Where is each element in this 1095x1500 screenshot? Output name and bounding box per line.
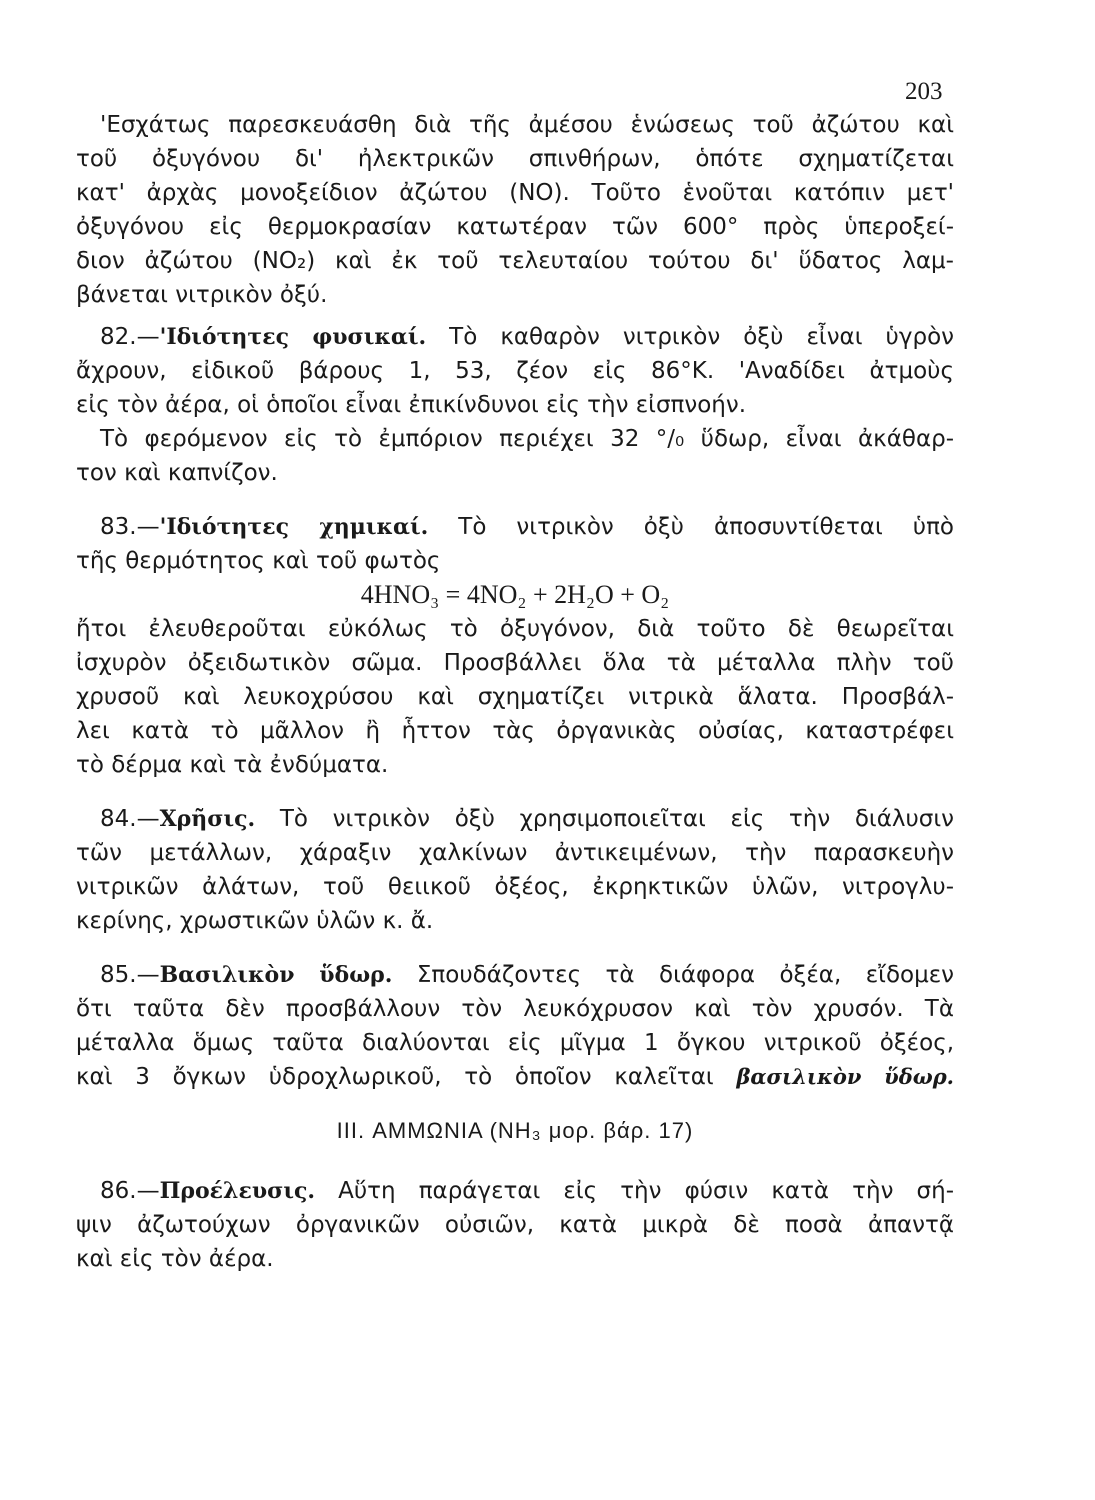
paragraphs xyxy=(76,108,954,1094)
text-line xyxy=(76,1208,954,1242)
text-line xyxy=(76,1174,954,1208)
chemical-equation xyxy=(76,578,954,612)
text-segment: 'Εσχάτως παρεσκευάσθη διὰ τῆς ἀμέσου ἑνώσεως τοῦ ἀζώτου καὶ xyxy=(100,112,954,138)
text-segment: λει κατὰ τὸ μᾶλλον ἢ ἧττον τὰς ὀργανικὰς οὐσίας, καταστρέφει xyxy=(76,718,954,744)
text-segment: Τὸ φερόμενον εἰς τὸ ἐμπόριον περιέχει 32 °/₀ ὕδωρ, εἶναι ἀκάθαρ- xyxy=(100,426,954,452)
text-segment: κατ' ἀρχὰς μονοξείδιον ἀζώτου (NO). Τοῦτο ἑνοῦται κατόπιν μετ' xyxy=(76,180,954,206)
text-segment: Αὕτη παράγεται εἰς τὴν φύσιν κατὰ τὴν σή- xyxy=(315,1178,954,1204)
text-segment: Σπουδάζοντες τὰ διάφορα ὀξέα, εἴδομεν xyxy=(392,962,955,988)
text-segment: τοῦ ὀξυγόνου δι' ἠλεκτρικῶν σπινθήρων, ὁπότε σχηματίζεται xyxy=(76,146,954,172)
text-segment: Τὸ νιτρικὸν ὀξὺ χρησιμοποιεῖται εἰς τὴν διάλυσιν xyxy=(255,806,954,832)
page-body xyxy=(76,108,954,1296)
text-line xyxy=(76,354,954,388)
text-line xyxy=(76,544,954,578)
text-segment: 4HNO₃ = 4NO₂ + 2H₂O + O₂ xyxy=(360,580,670,609)
paragraph xyxy=(76,108,954,312)
text-segment: τῶν μετάλλων, χάραξιν χαλκίνων ἀντικειμένων, τὴν παρασκευὴν xyxy=(76,840,954,866)
text-segment: βάνεται νιτρικὸν ὀξύ. xyxy=(76,282,328,308)
text-line xyxy=(76,904,954,938)
text-line xyxy=(76,176,954,210)
text-line xyxy=(76,388,954,422)
text-line xyxy=(76,108,954,142)
text-segment: ὀξυγόνου εἰς θερμοκρασίαν κατωτέραν τῶν 600° πρὸς ὑπεροξεί- xyxy=(76,214,954,240)
text-line xyxy=(76,870,954,904)
text-line xyxy=(76,1026,954,1060)
text-segment: 82.— xyxy=(100,324,160,350)
text-line xyxy=(76,748,954,782)
section-title: 'Ιδιότητες χημικαί. xyxy=(159,514,429,540)
text-line xyxy=(76,510,954,544)
section-title: Βασιλικὸν ὕδωρ. xyxy=(159,962,393,988)
text-segment: νιτρικῶν ἀλάτων, τοῦ θειικοῦ ὀξέος, ἐκρηκτικῶν ὑλῶν, νιτρογλυ- xyxy=(76,874,954,900)
text-segment: ἤτοι ἐλευθεροῦται εὐκόλως τὸ ὀξυγόνον, διὰ τοῦτο δὲ θεωρεῖται xyxy=(76,616,954,642)
text-line xyxy=(76,680,954,714)
text-line xyxy=(76,320,954,354)
text-segment: καὶ 3 ὄγκων ὑδροχλωρικοῦ, τὸ ὁποῖον καλεῖται xyxy=(76,1064,737,1090)
text-line xyxy=(76,714,954,748)
text-segment: 86.— xyxy=(100,1178,160,1204)
section-title: Προέλευσις. xyxy=(159,1178,316,1204)
section-heading: III. ΑΜΜΩΝΙΑ (ΝΗ₃ μορ. βάρ. 17) xyxy=(336,1118,694,1143)
text-line xyxy=(76,244,954,278)
text-segment: Τὸ καθαρὸν νιτρικὸν ὀξὺ εἶναι ὑγρὸν xyxy=(426,324,954,350)
paragraph xyxy=(76,510,954,782)
text-line xyxy=(76,1242,954,1276)
text-segment: κερίνης, χρωστικῶν ὑλῶν κ. ἄ. xyxy=(76,908,434,934)
paragraph xyxy=(76,320,954,490)
text-segment: 85.— xyxy=(100,962,160,988)
text-segment: εἰς τὸν ἀέρα, οἱ ὁποῖοι εἶναι ἐπικίνδυνοι εἰς τὴν εἰσπνοήν. xyxy=(76,392,747,418)
section-title: 'Ιδιότητες φυσικαί. xyxy=(159,324,427,350)
text-line xyxy=(76,278,954,312)
page-number: 203 xyxy=(905,78,943,105)
text-segment: τὸ δέρμα καὶ τὰ ἐνδύματα. xyxy=(76,752,389,778)
text-segment: ἰσχυρὸν ὀξειδωτικὸν σῶμα. Προσβάλλει ὅλα τὰ μέταλλα πλὴν τοῦ xyxy=(76,650,954,676)
text-segment: τον καὶ καπνίζον. xyxy=(76,460,278,486)
text-line xyxy=(76,422,954,456)
text-segment: ὅτι ταῦτα δὲν προσβάλλουν τὸν λευκόχρυσον καὶ τὸν χρυσόν. Τὰ xyxy=(76,996,954,1022)
paragraph xyxy=(76,958,954,1094)
text-segment: ἄχρουν, εἰδικοῦ βάρους 1, 53, ζέον εἰς 86°Κ. 'Αναδίδει ἀτμοὺς xyxy=(76,358,954,384)
paragraph xyxy=(76,802,954,938)
text-segment: τῆς θερμότητος καὶ τοῦ φωτὸς xyxy=(76,548,441,574)
final-paragraph xyxy=(76,1174,954,1276)
text-segment: 84.— xyxy=(100,806,160,832)
emphasized-term: βασιλικὸν ὕδωρ. xyxy=(736,1064,954,1089)
paragraph xyxy=(76,1174,954,1276)
text-line xyxy=(76,958,954,992)
text-line xyxy=(76,210,954,244)
text-segment: ψιν ἀζωτούχων ὀργανικῶν οὐσιῶν, κατὰ μικρὰ δὲ ποσὰ ἀπαντᾷ xyxy=(76,1212,954,1238)
text-segment: Τὸ νιτρικὸν ὀξὺ ἀποσυντίθεται ὑπὸ xyxy=(428,514,954,540)
text-segment: διον ἀζώτου (NO₂) καὶ ἐκ τοῦ τελευταίου τούτου δι' ὕδατος λαμ- xyxy=(76,248,954,274)
text-line xyxy=(76,1060,954,1094)
text-line xyxy=(76,802,954,836)
text-segment: μέταλλα ὅμως ταῦτα διαλύονται εἰς μῖγμα 1 ὄγκου νιτρικοῦ ὀξέος, xyxy=(76,1030,954,1056)
text-segment: καὶ εἰς τὸν ἀέρα. xyxy=(76,1246,274,1272)
text-line xyxy=(76,612,954,646)
text-line xyxy=(76,992,954,1026)
text-line xyxy=(76,142,954,176)
text-line xyxy=(76,646,954,680)
section-title: Χρῆσις. xyxy=(159,806,256,832)
text-line xyxy=(76,456,954,490)
text-segment: χρυσοῦ καὶ λευκοχρύσου καὶ σχηματίζει νιτρικὰ ἅλατα. Προσβάλ- xyxy=(76,684,954,710)
text-line xyxy=(76,836,954,870)
text-segment: 83.— xyxy=(100,514,160,540)
